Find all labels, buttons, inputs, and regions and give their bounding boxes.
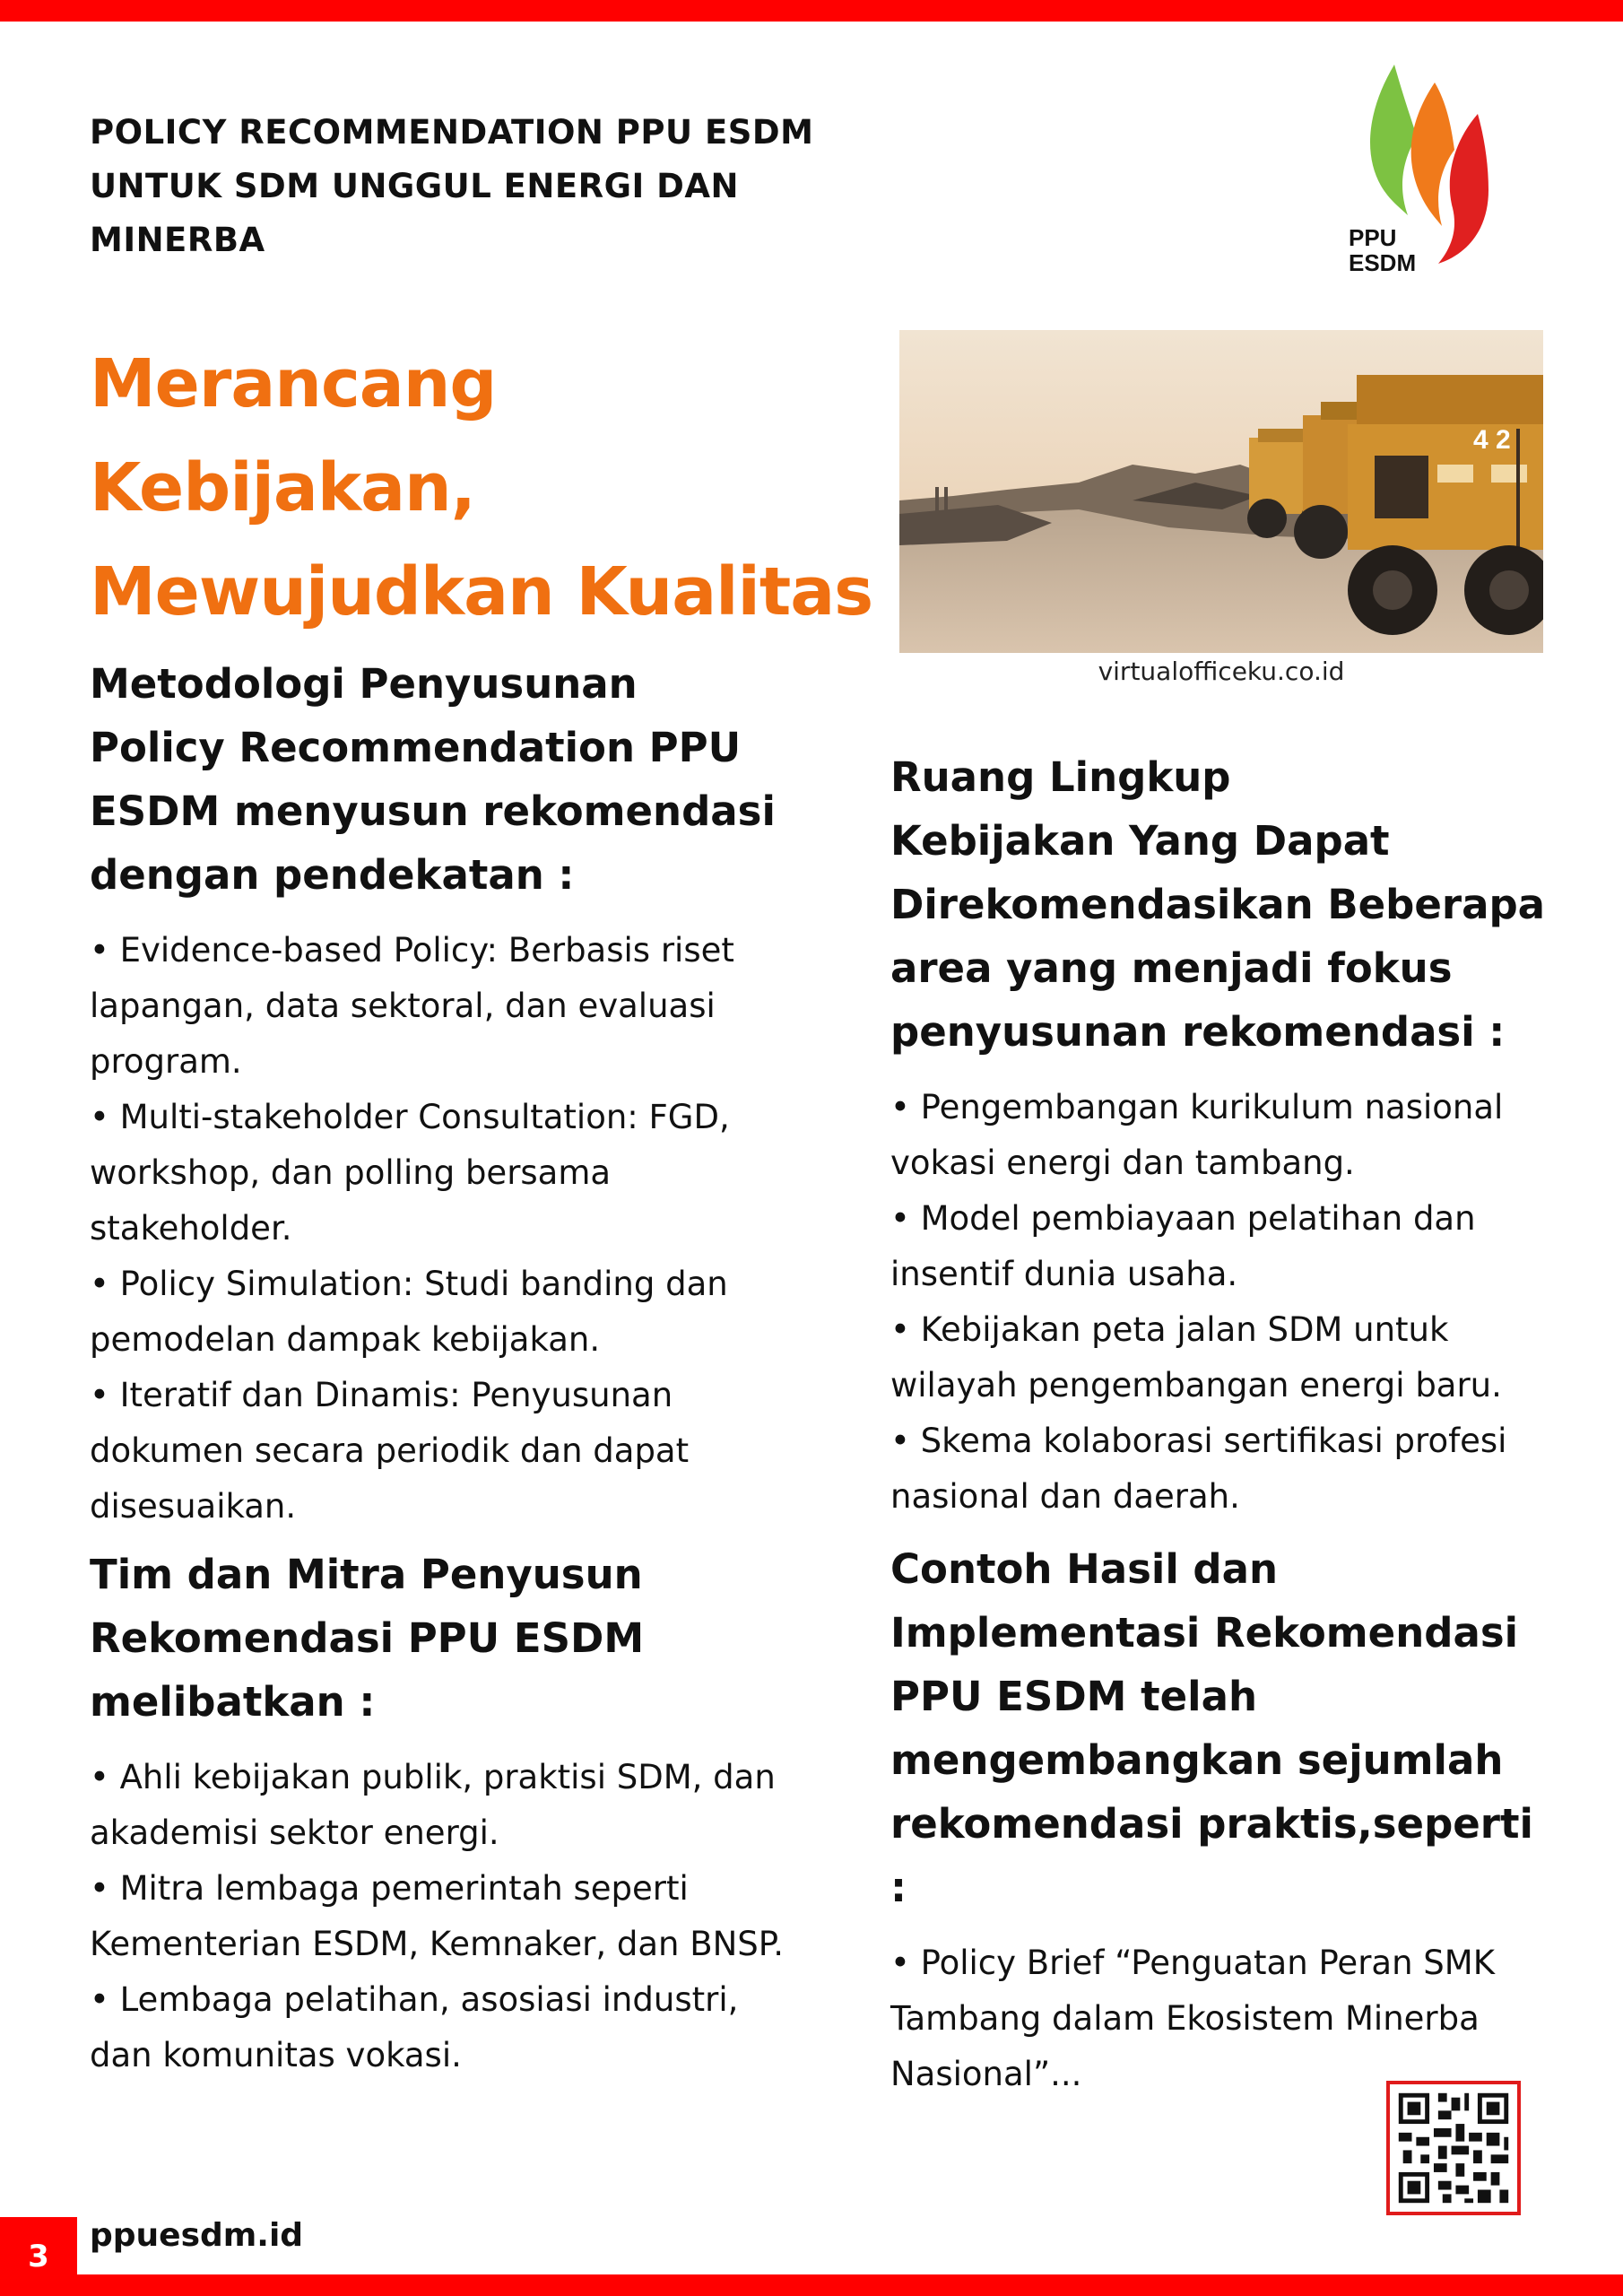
list-item: • Skema kolaborasi sertifikasi profesi nasional dan daerah. [890,1422,1507,1516]
list-item: • Mitra lembaga pemerintah seperti Kementerian ESDM, Kemnaker, dan BNSP. [90,1869,785,1963]
section-contoh-hasil [890,1537,1554,2102]
contoh-heading-line: PPU ESDM telah [890,1673,1257,1720]
truck-number: 4 2 [1473,425,1511,455]
tim-list [90,1750,789,2083]
top-red-bar [0,0,1623,22]
contoh-heading-line: mengembangkan sejumlah [890,1736,1504,1784]
contoh-list [890,1935,1554,2102]
metodologi-heading [90,652,789,907]
logo-text-ppu: PPU [1349,224,1397,251]
list-item: • Evidence-based Policy: Berbasis riset lapangan, data sektoral, dan evaluasi program. [90,931,734,1081]
mining-trucks-photo [899,330,1543,653]
flame-logo-icon [1345,56,1506,280]
ruang-heading [890,745,1554,1064]
ruang-heading-line: Direkomendasikan Beberapa [890,881,1546,928]
section-ruang-lingkup [890,745,1554,1525]
ruang-heading-line: Ruang Lingkup [890,753,1231,801]
logo-text-esdm: ESDM [1349,249,1417,276]
list-item: • Kebijakan peta jalan SDM untuk wilayah pengembangan energi baru. [890,1310,1502,1405]
list-item: • Iteratif dan Dinamis: Penyusunan dokumen secara periodik dan dapat disesuaikan. [90,1376,690,1526]
metodologi-heading-line: ESDM menyusun rekomendasi [90,787,776,835]
list-item: • Policy Brief “Penguatan Peran SMK Tambang dalam Ekosistem Minerba Nasional”... [890,1944,1495,2093]
ruang-list [890,1080,1554,1525]
ppu-esdm-logo [1345,56,1506,280]
list-item: • Policy Simulation: Studi banding dan pemodelan dampak kebijakan. [90,1265,728,1359]
list-item: • Lembaga pelatihan, asosiasi industri, dan komunitas vokasi. [90,1980,739,2074]
contoh-heading-line: Contoh Hasil dan [890,1545,1279,1593]
photo-caption: virtualofficeku.co.id [1098,657,1345,686]
qr-code[interactable] [1386,2081,1521,2215]
page-number: 3 [0,2217,77,2296]
tim-heading-line: Rekomendasi PPU ESDM [90,1614,645,1662]
hero-title-line-2: Mewujudkan Kualitas [90,553,873,631]
metodologi-heading-line: dengan pendekatan : [90,851,575,899]
footer-website-link[interactable]: ppuesdm.id [90,2217,304,2254]
tim-heading-line: Tim dan Mitra Penyusun [90,1551,643,1598]
qr-code-icon [1390,2084,1517,2212]
list-item: • Pengembangan kurikulum nasional vokasi energi dan tambang. [890,1088,1504,1182]
ruang-heading-line: Kebijakan Yang Dapat [890,817,1390,865]
hero-title [90,332,897,644]
list-item: • Multi-stakeholder Consultation: FGD, workshop, dan polling bersama stakeholder. [90,1098,730,1248]
hero-title-line-1: Merancang Kebijakan, [90,345,497,526]
metodologi-heading-line: Metodologi Penyusunan [90,660,638,708]
section-metodologi [90,652,789,1535]
header-line-3: MINERBA [90,221,265,259]
document-header-title [90,106,879,267]
section-tim [90,1543,789,2083]
ruang-heading-line: penyusunan rekomendasi : [890,1008,1506,1056]
ruang-heading-line: area yang menjadi fokus [890,944,1453,992]
tim-heading [90,1543,789,1734]
list-item: • Ahli kebijakan publik, praktisi SDM, dan akademisi sektor energi. [90,1758,776,1852]
metodologi-list [90,923,789,1535]
header-line-1: POLICY RECOMMENDATION PPU ESDM [90,113,814,152]
contoh-heading-line: rekomendasi praktis,seperti : [890,1800,1533,1911]
header-line-2: UNTUK SDM UNGGUL ENERGI DAN [90,167,739,205]
list-item: • Model pembiayaan pelatihan dan insentif dunia usaha. [890,1199,1476,1293]
contoh-heading-line: Implementasi Rekomendasi [890,1609,1519,1657]
bottom-red-bar [0,2274,1623,2296]
metodologi-heading-line: Policy Recommendation PPU [90,724,742,771]
contoh-heading [890,1537,1554,1919]
tim-heading-line: melibatkan : [90,1678,376,1726]
